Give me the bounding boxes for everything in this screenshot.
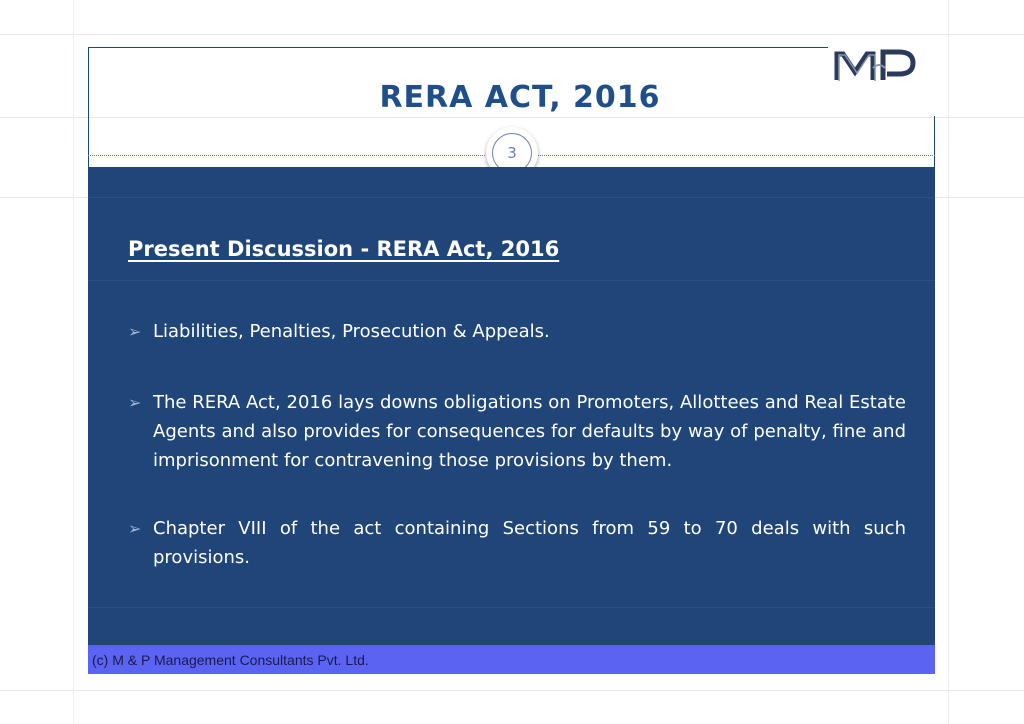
arrow-bullet-icon: ➢ xyxy=(128,322,142,341)
background-gridline xyxy=(0,117,1024,118)
panel-gridline xyxy=(88,280,935,281)
background-gridline xyxy=(0,690,1024,691)
slide-border-right xyxy=(934,116,935,167)
bullet-item xyxy=(128,388,906,475)
bullet-text: Liabilities, Penalties, Prosecution & Appeals. xyxy=(153,321,550,342)
company-logo xyxy=(833,44,925,88)
footer-bar xyxy=(88,645,935,674)
arrow-bullet-icon: ➢ xyxy=(128,519,142,538)
panel-gridline xyxy=(88,607,935,608)
panel-gridline xyxy=(88,197,935,198)
bullet-item xyxy=(128,514,906,572)
background-gridline xyxy=(73,0,74,724)
copyright-text: (c) M & P Management Consultants Pvt. Ltd. xyxy=(92,652,369,668)
background-gridline xyxy=(948,0,949,724)
content-panel xyxy=(88,167,935,645)
section-heading: Present Discussion - RERA Act, 2016 xyxy=(128,237,560,261)
bullet-text: Chapter VIII of the act containing Sections from 59 to 70 deals with such provisions. xyxy=(153,518,906,568)
slide-border-left xyxy=(88,47,89,167)
slide-title: RERA ACT, 2016 xyxy=(379,80,661,115)
page-number: 3 xyxy=(492,133,532,173)
background-gridline xyxy=(0,34,1024,35)
bullet-item xyxy=(128,317,906,346)
bullet-text: The RERA Act, 2016 lays downs obligations on Promoters, Allottees and Real Estate Agents and also provides for consequences for defaults by way of penalty, fine and imprisonment for contravening those provisions by them. xyxy=(153,392,906,471)
slide-border-top xyxy=(88,47,828,48)
arrow-bullet-icon: ➢ xyxy=(128,393,142,412)
